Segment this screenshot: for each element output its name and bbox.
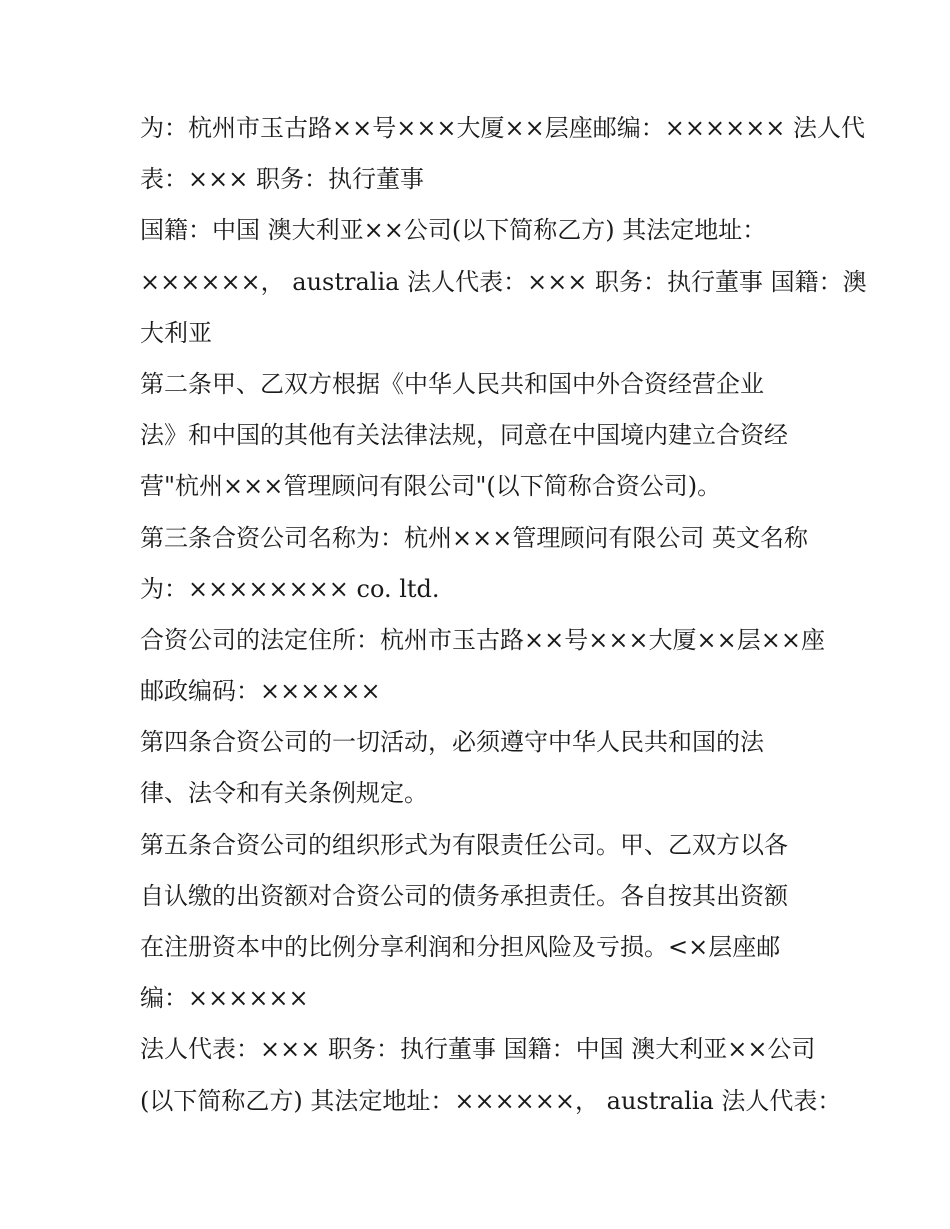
text-line: 为：杭州市玉古路××号×××大厦××层座邮编：×××××× 法人代 [140, 114, 866, 142]
text-line: ××××××， australia 法人代表：××× 职务：执行董事 国籍：澳 [140, 267, 867, 296]
text-line: 法》和中国的其他有关法律法规，同意在中国境内建立合资经 [140, 421, 788, 450]
text-line: 在注册资本中的比例分享利润和分担风险及亏损。<×层座邮 [140, 933, 781, 961]
text-line: 律、法令和有关条例规定。 [140, 779, 428, 808]
text-line: 国籍：中国 澳大利亚××公司(以下简称乙方) 其法定地址： [140, 216, 767, 245]
text-line: (以下简称乙方) 其法定地址：××××××， australia 法人代表： [140, 1086, 842, 1115]
text-line: 表：××× 职务：执行董事 [140, 165, 424, 194]
text-line: 自认缴的出资额对合资公司的债务承担责任。各自按其出资额 [140, 881, 788, 910]
text-line: 第三条合资公司名称为：杭州×××管理顾问有限公司 英文名称 [140, 523, 808, 552]
document-body [140, 103, 867, 1127]
text-line: 为：×××××××× co. ltd. [140, 574, 440, 603]
text-line: 第二条甲、乙双方根据《中华人民共和国中外合资经营企业 [140, 369, 764, 398]
text-line: 第五条合资公司的组织形式为有限责任公司。甲、乙双方以各 [140, 830, 788, 859]
text-line: 编：×××××× [140, 984, 309, 1013]
text-line: 法人代表：××× 职务：执行董事 国籍：中国 澳大利亚××公司 [140, 1035, 816, 1064]
text-line: 合资公司的法定住所：杭州市玉古路××号×××大厦××层××座 [140, 625, 825, 654]
text-line: 邮政编码：×××××× [140, 677, 381, 706]
text-line: 第四条合资公司的一切活动，必须遵守中华人民共和国的法 [140, 728, 764, 757]
text-line: 大利亚 [140, 318, 212, 347]
text-line: 营"杭州×××管理顾问有限公司"(以下简称合资公司)。 [140, 472, 722, 501]
